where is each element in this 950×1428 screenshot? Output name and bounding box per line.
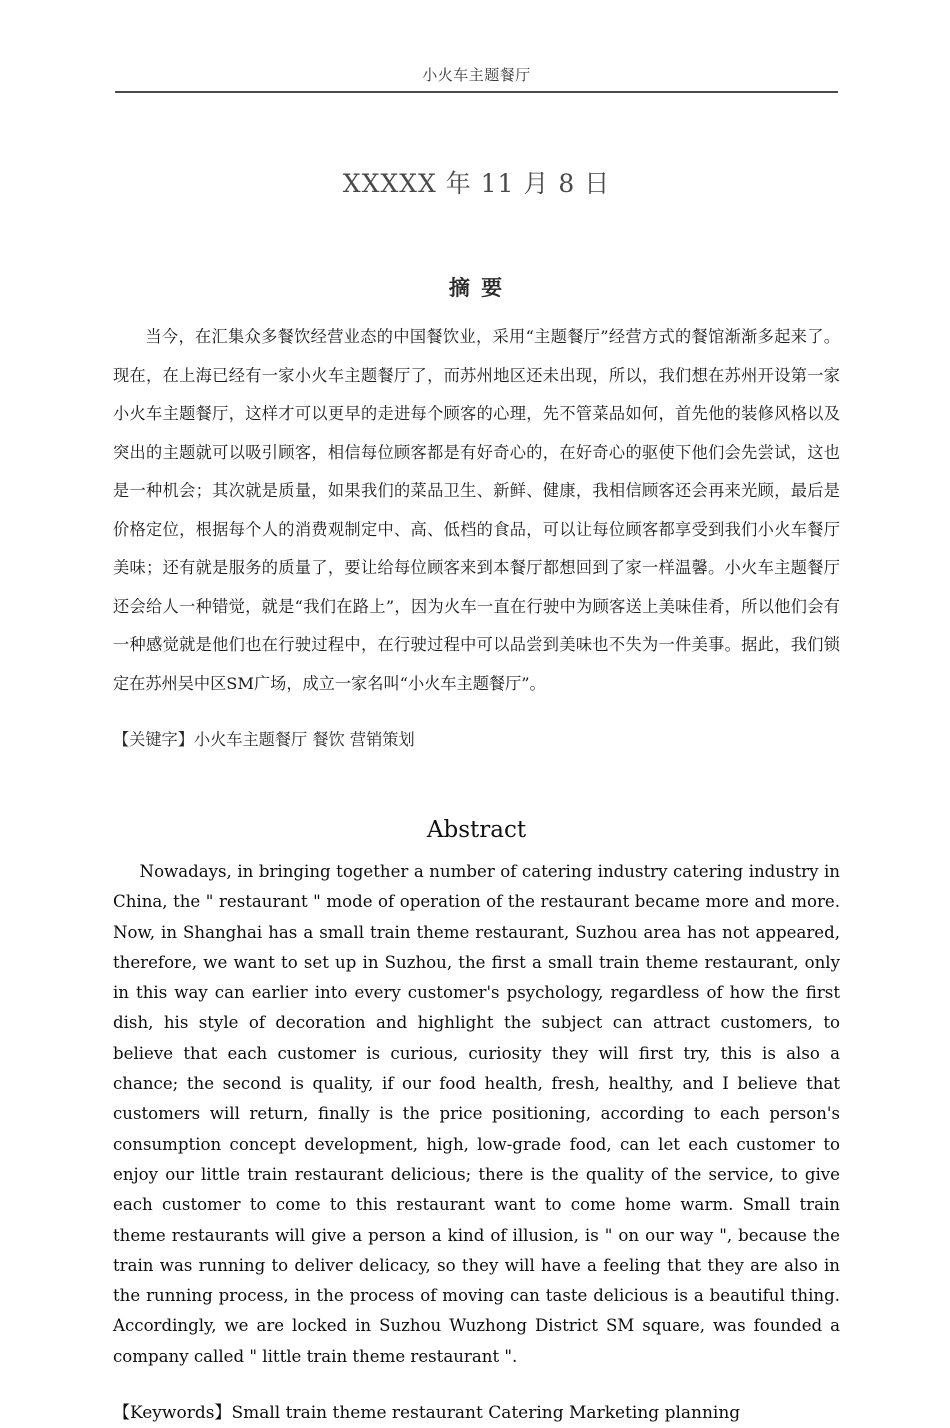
abstract-heading-english: Abstract [426, 817, 527, 843]
keywords-value-chinese: 小火车主题餐厅 餐饮 营销策划 [193, 730, 415, 749]
abstract-heading-chinese: 摘 要 [448, 276, 505, 300]
date-line: XXXXX 年 11 月 8 日 [342, 169, 611, 198]
keywords-label-chinese: 【关键字】 [113, 730, 194, 749]
page-header [115, 64, 838, 93]
keywords-label-english: 【Keywords】 [113, 1403, 232, 1424]
header-divider [115, 91, 838, 93]
keywords-line-chinese [113, 725, 840, 755]
running-header-title: 小火车主题餐厅 [422, 66, 531, 84]
document-body [113, 150, 840, 1428]
abstract-paragraph-english: Nowadays, in bringing together a number of catering industry catering industry in China, the " restaurant " mode of operation of the restaurant became more and more. Now, in Shanghai has a small train theme restaurant, Suzhou area has not appeared, therefore, we want to set up in Suzhou, the first a small train theme restaurant, only in this way can earlier into every customer's psychology, regardless of how the first dish, his style of decoration and highlight the subject can attract customers, to believe that each customer is curious, curiosity they will first try, this is also a chance; the second is quality, if our food health, fresh, healthy, and I believe that customers will return, finally is the price positioning, according to each person's consumption concept development, high, low-grade food, can let each customer to enjoy our little train restaurant delicious; there is the quality of the service, to give each customer to come to this restaurant want to come home warm. Small train theme restaurants will give a person a kind of illusion, is " on our way ", because the train was running to deliver delicacy, so they will have a feeling that they are also in the running process, in the process of moving can taste delicious is a beautiful thing. Accordingly, we are locked in Suzhou Wuzhong District SM square, was founded a company called " little train theme restaurant ". [113, 862, 840, 1366]
keywords-value-english: Small train theme restaurant Catering Marketing planning [231, 1403, 741, 1424]
keywords-line-english [113, 1398, 840, 1428]
abstract-paragraph-chinese: 当今，在汇集众多餐饮经营业态的中国餐饮业，采用“主题餐厅”经营方式的餐馆渐渐多起来了。现在，在上海已经有一家小火车主题餐厅了，而苏州地区还未出现，所以，我们想在苏州开设第一家小火车主题餐厅，这样才可以更早的走进每个顾客的心理，先不管菜品如何，首先他的装修风格以及突出的主题就可以吸引顾客，相信每位顾客都是有好奇心的，在好奇心的驱使下他们会先尝试，这也是一种机会；其次就是质量，如果我们的菜品卫生、新鲜、健康，我相信顾客还会再来光顾，最后是价格定位，根据每个人的消费观制定中、高、低档的食品，可以让每位顾客都享受到我们小火车餐厅美味；还有就是服务的质量了，要让给每位顾客来到本餐厅都想回到了家一样温馨。小火车主题餐厅还会给人一种错觉，就是“我们在路上”，因为火车一直在行驶中为顾客送上美味佳肴，所以他们会有一种感觉就是他们也在行驶过程中，在行驶过程中可以品尝到美味也不失为一件美事。据此，我们锁定在苏州吴中区SM广场，成立一家名叫“小火车主题餐厅”。 [113, 327, 840, 693]
